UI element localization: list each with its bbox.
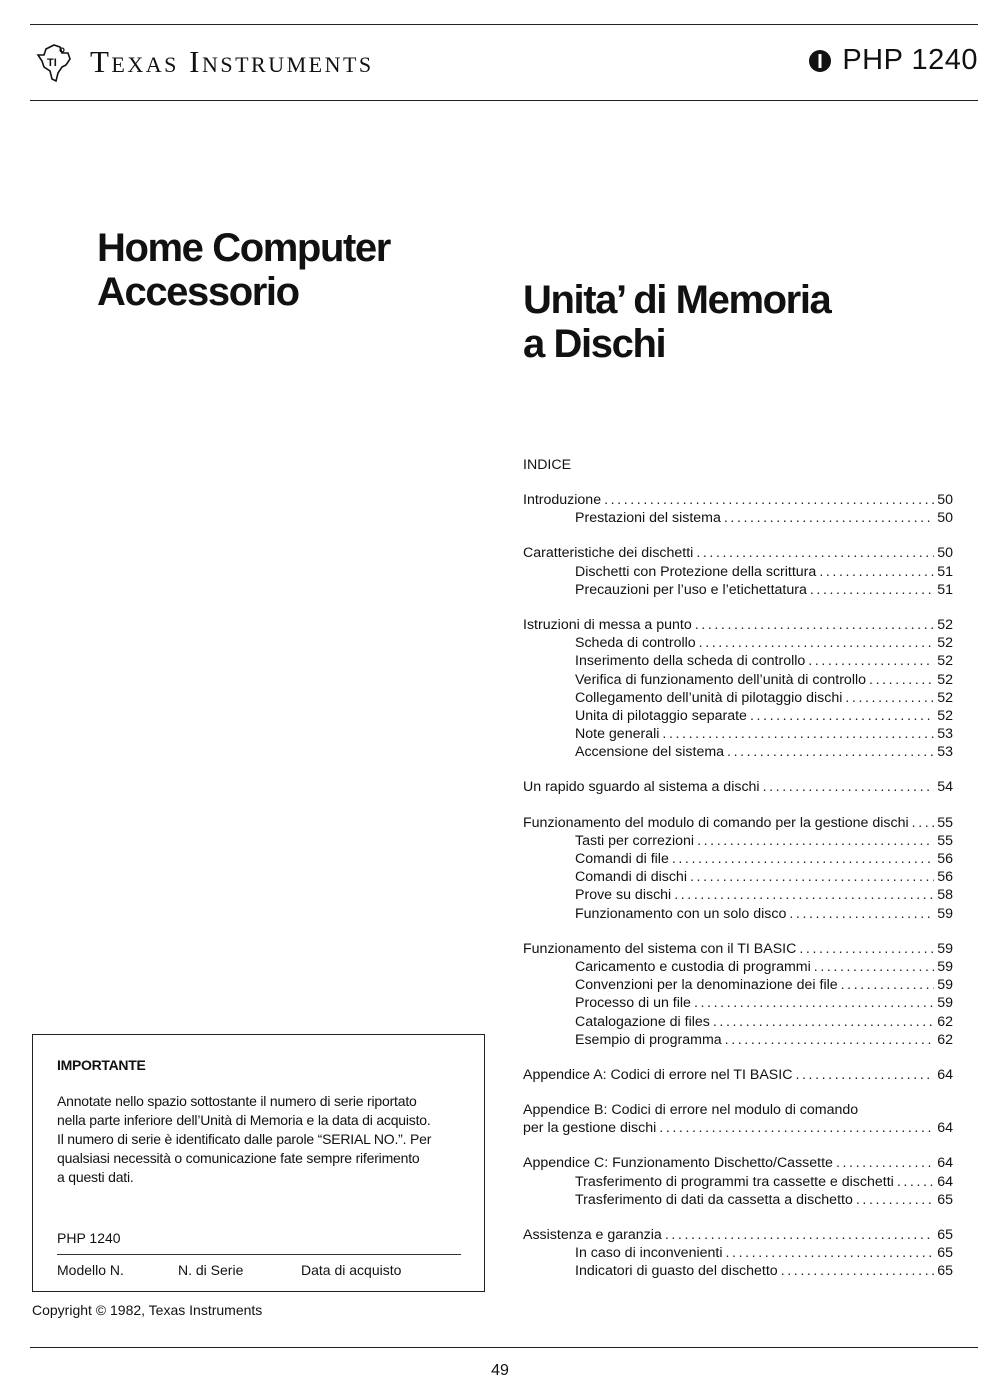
toc-entry-page: 65 bbox=[937, 1191, 953, 1208]
toc-entry-label: Istruzioni di messa a punto bbox=[523, 616, 692, 633]
toc-leader-dots bbox=[799, 940, 934, 958]
toc-entry-label: Trasferimento di programmi tra cassette e dischetti bbox=[575, 1173, 894, 1190]
brand-name: Texas Instruments bbox=[90, 44, 374, 79]
toc-subentry bbox=[523, 634, 953, 652]
toc-entry-label: Trasferimento di dati da cassetta a dischetto bbox=[575, 1191, 853, 1208]
model-badge bbox=[808, 44, 978, 77]
toc-entry-page: 65 bbox=[937, 1227, 953, 1243]
toc-leader-dots bbox=[724, 509, 934, 527]
toc-leader-dots bbox=[695, 616, 934, 634]
toc-entry-label: Caricamento e custodia di programmi bbox=[575, 958, 811, 975]
toc-leader-dots bbox=[841, 976, 935, 994]
notice-line: qualsiasi necessità o comunicazione fate sempre riferimento bbox=[57, 1150, 420, 1166]
title-line: a Dischi bbox=[523, 322, 666, 366]
toc-entry bbox=[523, 814, 953, 832]
toc-entry-page: 54 bbox=[937, 779, 953, 796]
toc-entry-page: 62 bbox=[937, 1031, 953, 1048]
toc-entry bbox=[523, 616, 953, 634]
toc-subentry bbox=[523, 850, 953, 868]
toc-entry-label: Appendice C: Funzionamento Dischetto/Cassette bbox=[523, 1155, 833, 1172]
toc-entry bbox=[523, 1226, 953, 1244]
toc-entry-label: Funzionamento del modulo di comando per la gestione dischi bbox=[523, 814, 909, 831]
toc-entry bbox=[523, 940, 953, 958]
ti-logo-icon bbox=[32, 39, 78, 85]
toc-subentry bbox=[523, 976, 953, 994]
toc-leader-dots bbox=[672, 850, 934, 868]
toc-entry-label: Indicatori di guasto del dischetto bbox=[575, 1263, 778, 1280]
toc-group-gap bbox=[523, 599, 953, 616]
toc-subentry bbox=[523, 509, 953, 527]
toc-entry-label: Un rapido sguardo al sistema a dischi bbox=[523, 779, 760, 796]
toc-subentry bbox=[523, 707, 953, 725]
notice-line: Il numero di serie è identificato dalle parole “SERIAL NO.”. Per bbox=[57, 1131, 432, 1147]
toc-subentry bbox=[523, 1244, 953, 1262]
toc-entry-page: 59 bbox=[937, 977, 953, 994]
toc-leader-dots bbox=[781, 1262, 935, 1280]
toc-entry-page: 52 bbox=[937, 616, 953, 633]
toc-subentry bbox=[523, 958, 953, 976]
toc-subentry bbox=[523, 563, 953, 581]
toc-entry-page: 50 bbox=[937, 545, 953, 562]
toc-entry-page: 64 bbox=[937, 1173, 953, 1190]
toc-entry-label: Assistenza e garanzia bbox=[523, 1227, 662, 1243]
toc-entry-label: Funzionamento del sistema con il TI BASIC bbox=[523, 940, 797, 957]
toc-entry-page: 55 bbox=[937, 832, 953, 849]
toc-leader-dots bbox=[659, 1119, 934, 1137]
toc-leader-dots bbox=[690, 868, 934, 886]
toc-leader-dots bbox=[604, 491, 934, 509]
toc-group-gap bbox=[523, 1209, 953, 1226]
toc-title: INDICE bbox=[523, 457, 572, 473]
toc-entry-page: 59 bbox=[937, 905, 953, 922]
toc-entry-label: Comandi di file bbox=[575, 851, 669, 867]
product-name-title bbox=[523, 278, 830, 366]
field-label-serial: N. di Serie bbox=[178, 1262, 244, 1278]
toc-entry-page: 59 bbox=[937, 995, 953, 1012]
header-top-rule bbox=[30, 24, 978, 25]
toc-entry bbox=[523, 1154, 953, 1172]
toc-entry-label: Prestazioni del sistema bbox=[575, 510, 721, 527]
toc-entry-label: Accensione del sistema bbox=[575, 744, 725, 761]
toc-leader-dots bbox=[727, 743, 934, 761]
toc-entry-label: Comandi di dischi bbox=[575, 869, 687, 886]
toc-entry-label: Appendice B: Codici di errore nel modulo di comando bbox=[523, 1102, 859, 1119]
toc-leader-dots bbox=[750, 707, 934, 725]
toc-entry-page: 59 bbox=[937, 940, 953, 957]
toc-entry-label: Introduzione bbox=[523, 492, 602, 508]
toc-subentry bbox=[523, 905, 953, 923]
toc-group-gap bbox=[523, 1084, 953, 1101]
toc-entry-page: 56 bbox=[937, 851, 953, 867]
toc-leader-dots bbox=[795, 1066, 934, 1084]
toc-subentry bbox=[523, 1013, 953, 1031]
toc-group-gap bbox=[523, 1137, 953, 1154]
field-label-purchase-date: Data di acquisto bbox=[301, 1262, 402, 1278]
toc-entry-page: 52 bbox=[937, 671, 953, 688]
toc-entry-label: Scheda di controllo bbox=[575, 635, 696, 652]
toc-leader-dots bbox=[725, 1031, 935, 1049]
toc-entry-label: Catalogazione di files bbox=[575, 1013, 710, 1030]
footer-rule bbox=[30, 1347, 978, 1348]
toc-group-gap bbox=[523, 527, 953, 544]
important-notice-box bbox=[32, 1034, 485, 1292]
notice-body bbox=[57, 1092, 469, 1187]
toc-subentry bbox=[523, 743, 953, 761]
toc-leader-dots bbox=[697, 832, 934, 850]
toc-entry-page: 52 bbox=[937, 689, 953, 706]
toc-leader-dots bbox=[726, 1244, 935, 1262]
toc-entry-label: Convenzioni per la denominazione dei file bbox=[575, 977, 838, 994]
toc-entry bbox=[523, 1066, 953, 1084]
toc-entry-label: Note generali bbox=[575, 726, 660, 743]
toc-leader-dots bbox=[789, 905, 934, 923]
toc-entry-page: 50 bbox=[937, 510, 953, 527]
header-bottom-rule bbox=[30, 100, 978, 101]
toc-leader-dots bbox=[814, 958, 934, 976]
toc-entry-label: Unita di pilotaggio separate bbox=[575, 707, 747, 724]
toc-leader-dots bbox=[665, 1226, 934, 1244]
toc-leader-dots bbox=[662, 725, 934, 743]
toc-entry-label: Appendice A: Codici di errore nel TI BASIC bbox=[523, 1066, 793, 1083]
notice-line: Annotate nello spazio sottostante il numero di serie riportato bbox=[57, 1093, 417, 1109]
toc-leader-dots bbox=[897, 1173, 934, 1191]
toc-entry-page: 65 bbox=[937, 1263, 953, 1280]
toc-subentry bbox=[523, 1031, 953, 1049]
toc-entry bbox=[523, 778, 953, 796]
title-line: Home Computer bbox=[97, 226, 390, 270]
toc-leader-dots bbox=[856, 1191, 934, 1209]
title-line: Unita’ di Memoria bbox=[523, 278, 831, 322]
toc-entry-page: 53 bbox=[937, 726, 953, 743]
toc-entry-page: 56 bbox=[937, 869, 953, 886]
svg-text:TI: TI bbox=[47, 57, 57, 69]
toc-leader-dots bbox=[912, 814, 935, 832]
toc-subentry bbox=[523, 1173, 953, 1191]
toc-list bbox=[523, 491, 953, 1281]
notice-divider bbox=[57, 1254, 461, 1255]
toc-subentry bbox=[523, 832, 953, 850]
toc-leader-dots bbox=[696, 544, 934, 562]
toc-subentry bbox=[523, 581, 953, 599]
toc-group-gap bbox=[523, 923, 953, 940]
toc-entry bbox=[523, 491, 953, 509]
toc-group-gap bbox=[523, 1049, 953, 1066]
toc-subentry bbox=[523, 725, 953, 743]
toc-group-gap bbox=[523, 797, 953, 814]
table-of-contents bbox=[523, 455, 953, 1281]
toc-entry-page: 51 bbox=[937, 581, 953, 598]
toc-entry-page: 52 bbox=[937, 653, 953, 670]
toc-entry-label: Processo di un file bbox=[575, 995, 691, 1012]
toc-entry-label: per la gestione dischi bbox=[523, 1120, 657, 1137]
toc-subentry bbox=[523, 994, 953, 1012]
field-label-model: Modello N. bbox=[57, 1262, 124, 1278]
toc-leader-dots bbox=[836, 1154, 934, 1172]
toc-entry-page: 64 bbox=[937, 1066, 953, 1083]
toc-entry-label: Precauzioni per l’uso e l’etichettatura bbox=[575, 581, 807, 598]
toc-subentry bbox=[523, 886, 953, 904]
toc-leader-dots bbox=[819, 563, 934, 581]
toc-entry-page: 50 bbox=[937, 492, 953, 508]
toc-entry bbox=[523, 1101, 953, 1119]
toc-entry bbox=[523, 1119, 953, 1137]
toc-leader-dots bbox=[713, 1013, 934, 1031]
toc-entry-page: 55 bbox=[937, 814, 953, 831]
toc-leader-dots bbox=[810, 581, 934, 599]
toc-leader-dots bbox=[845, 689, 934, 707]
toc-entry-page: 58 bbox=[937, 887, 953, 904]
toc-entry-label: Collegamento dell’unità di pilotaggio dischi bbox=[575, 689, 843, 706]
toc-subentry bbox=[523, 1262, 953, 1280]
filled-circle-icon bbox=[808, 49, 832, 73]
toc-entry-page: 62 bbox=[937, 1013, 953, 1030]
notice-model-value: PHP 1240 bbox=[57, 1230, 121, 1246]
toc-leader-dots bbox=[808, 652, 934, 670]
title-line: Accessorio bbox=[97, 270, 299, 314]
toc-group-gap bbox=[523, 761, 953, 778]
toc-entry-label: Funzionamento con un solo disco bbox=[575, 905, 787, 922]
toc-leader-dots bbox=[763, 778, 935, 796]
brand-header bbox=[32, 34, 374, 90]
toc-entry-label: Tasti per correzioni bbox=[575, 832, 695, 849]
toc-entry-label: Dischetti con Protezione della scrittura bbox=[575, 563, 817, 580]
toc-entry-page: 65 bbox=[937, 1245, 953, 1262]
toc-leader-dots bbox=[694, 994, 934, 1012]
toc-leader-dots bbox=[869, 671, 934, 689]
page-number: 49 bbox=[491, 1362, 509, 1379]
toc-entry-label: Verifica di funzionamento dell’unità di controllo bbox=[575, 671, 867, 688]
toc-subentry bbox=[523, 868, 953, 886]
toc-entry-page: 51 bbox=[937, 563, 953, 580]
toc-subentry bbox=[523, 671, 953, 689]
toc-subentry bbox=[523, 689, 953, 707]
toc-entry bbox=[523, 544, 953, 562]
toc-entry-label: Prove su dischi bbox=[575, 887, 672, 904]
notice-line: nella parte inferiore dell’Unità di Memoria e la data di acquisto. bbox=[57, 1112, 431, 1128]
toc-entry-page: 64 bbox=[937, 1155, 953, 1172]
notice-heading: IMPORTANTE bbox=[57, 1057, 146, 1073]
toc-entry-page: 53 bbox=[937, 744, 953, 761]
toc-entry-label: Esempio di programma bbox=[575, 1031, 722, 1048]
toc-leader-dots bbox=[674, 886, 934, 904]
toc-subentry bbox=[523, 1191, 953, 1209]
toc-entry-page: 64 bbox=[937, 1120, 953, 1137]
copyright-text: Copyright © 1982, Texas Instruments bbox=[32, 1302, 263, 1318]
notice-line: a questi dati. bbox=[57, 1169, 134, 1185]
toc-entry-label: Inserimento della scheda di controllo bbox=[575, 653, 806, 670]
toc-subentry bbox=[523, 652, 953, 670]
toc-entry-label: In caso di inconvenienti bbox=[575, 1245, 723, 1262]
model-number: PHP 1240 bbox=[842, 44, 978, 76]
toc-entry-page: 52 bbox=[937, 707, 953, 724]
toc-entry-page: 59 bbox=[937, 958, 953, 975]
product-category-title bbox=[97, 226, 390, 314]
toc-entry-label: Caratteristiche dei dischetti bbox=[523, 545, 694, 562]
toc-entry-page: 52 bbox=[937, 635, 953, 652]
toc-leader-dots bbox=[699, 634, 935, 652]
